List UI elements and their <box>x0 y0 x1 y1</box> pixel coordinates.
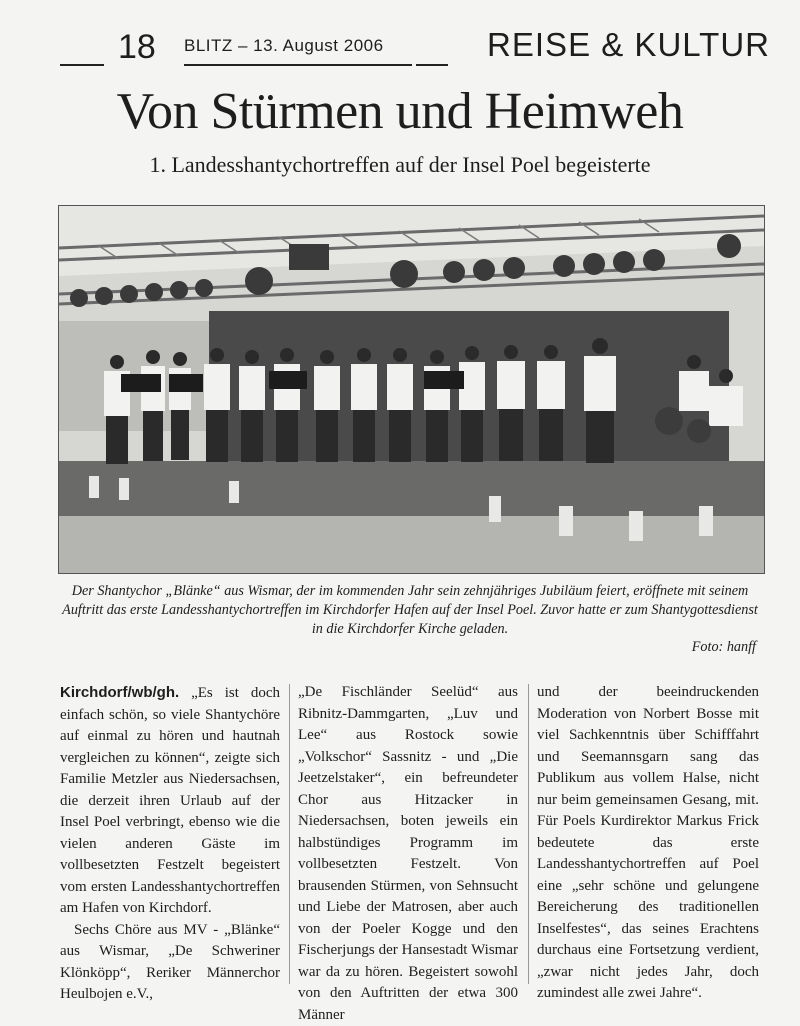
article-paragraph-2: Sechs Chöre aus MV - „Blänke“ aus Wismar, „De Schweriner Klönköpp“, Reriker Männerchor Heulbojen e.V., <box>60 921 280 1002</box>
publication-date: BLITZ – 13. August 2006 <box>184 36 384 55</box>
header-rule-right <box>416 64 448 66</box>
headline: Von Stürmen und Heimweh <box>116 83 684 140</box>
column-divider <box>528 684 529 984</box>
article-column-2 <box>298 682 518 1026</box>
dateline: Kirchdorf/wb/gh. <box>60 684 180 701</box>
choir-photo <box>58 205 765 574</box>
photo-caption: Der Shantychor „Blänke“ aus Wismar, der im kommenden Jahr sein zehnjähriges Jubiläum feiert, eröffnete mit seinem Auftritt das erste Landesshantychortreffen im Kirchdorfer Hafen auf der Insel Poel. Zuvor hatte er zum Shantygottesdienst in die Kirchdorfer Kirche geladen. <box>62 583 758 637</box>
lead-text: „Es ist doch einfach schön, so viele Shantychöre auf einmal zu hören und hautnah vergleichen zu können“, zeigte sich Familie Metzler aus Niedersachsen, die derzeit ihren Urlaub auf der Insel Poel verbringt, ebenso wie die vielen anderen Gäste im vollbesetzten Festzelt begeistert vom ersten Landesshantychortreffen am Hafen von Kirchdorf. <box>60 685 280 916</box>
article-paragraph <box>60 682 280 920</box>
header-rule-left <box>60 64 104 66</box>
subheadline: 1. Landesshantychortreffen auf der Insel Poel begeisterte <box>149 152 651 177</box>
section-title: REISE & KULTUR <box>487 26 770 63</box>
article-column-3 <box>537 682 759 1005</box>
page-number: 18 <box>118 28 156 66</box>
stage-illustration <box>59 206 764 573</box>
photo-credit: Foto: hanff <box>691 639 756 655</box>
article-column-1 <box>60 682 280 1006</box>
header-rule-middle <box>184 64 412 66</box>
article-text-col2: „De Fischländer Seelüd“ aus Ribnitz-Dammgarten, „Luv und Lee“ aus Rostock sowie „Volkschor“ Sassnitz - und „Die Jeetzelstaker“, ein befreundeter Chor aus Hitzacker in Niedersachsen, boten jeweils ein halbstündiges Programm im vollbesetzten Festzelt. Von brausenden Stürmen, von Sehnsucht und Liebe der Matrosen, aber auch von der Poeler Kogge und den Fischerjungs der Hansestadt Wismar war da zu hören. Begeistert sowohl von den Auftritten der etwa 300 Männer <box>298 684 518 1023</box>
article-text-col3: und der beeindruckenden Moderation von Norbert Bosse mit viel Sachkenntnis über Schifffahrt und Seemannsgarn sang das Publikum aus vollem Halse, nicht nur beim gemeinsamen Gesang, mit. Für Poels Kurdirektor Markus Frick bedeutete das erste Landesshantychortreffen auf Poel eine „sehr schöne und gelungene Bereicherung des traditionellen Inselfestes“, das seines Erachtens durchaus eine Fortsetzung verdient, „zwar nicht jedes Jahr, doch zumindest alle zwei Jahre“. <box>537 684 759 1001</box>
column-divider <box>289 684 290 984</box>
page-header <box>60 24 770 74</box>
